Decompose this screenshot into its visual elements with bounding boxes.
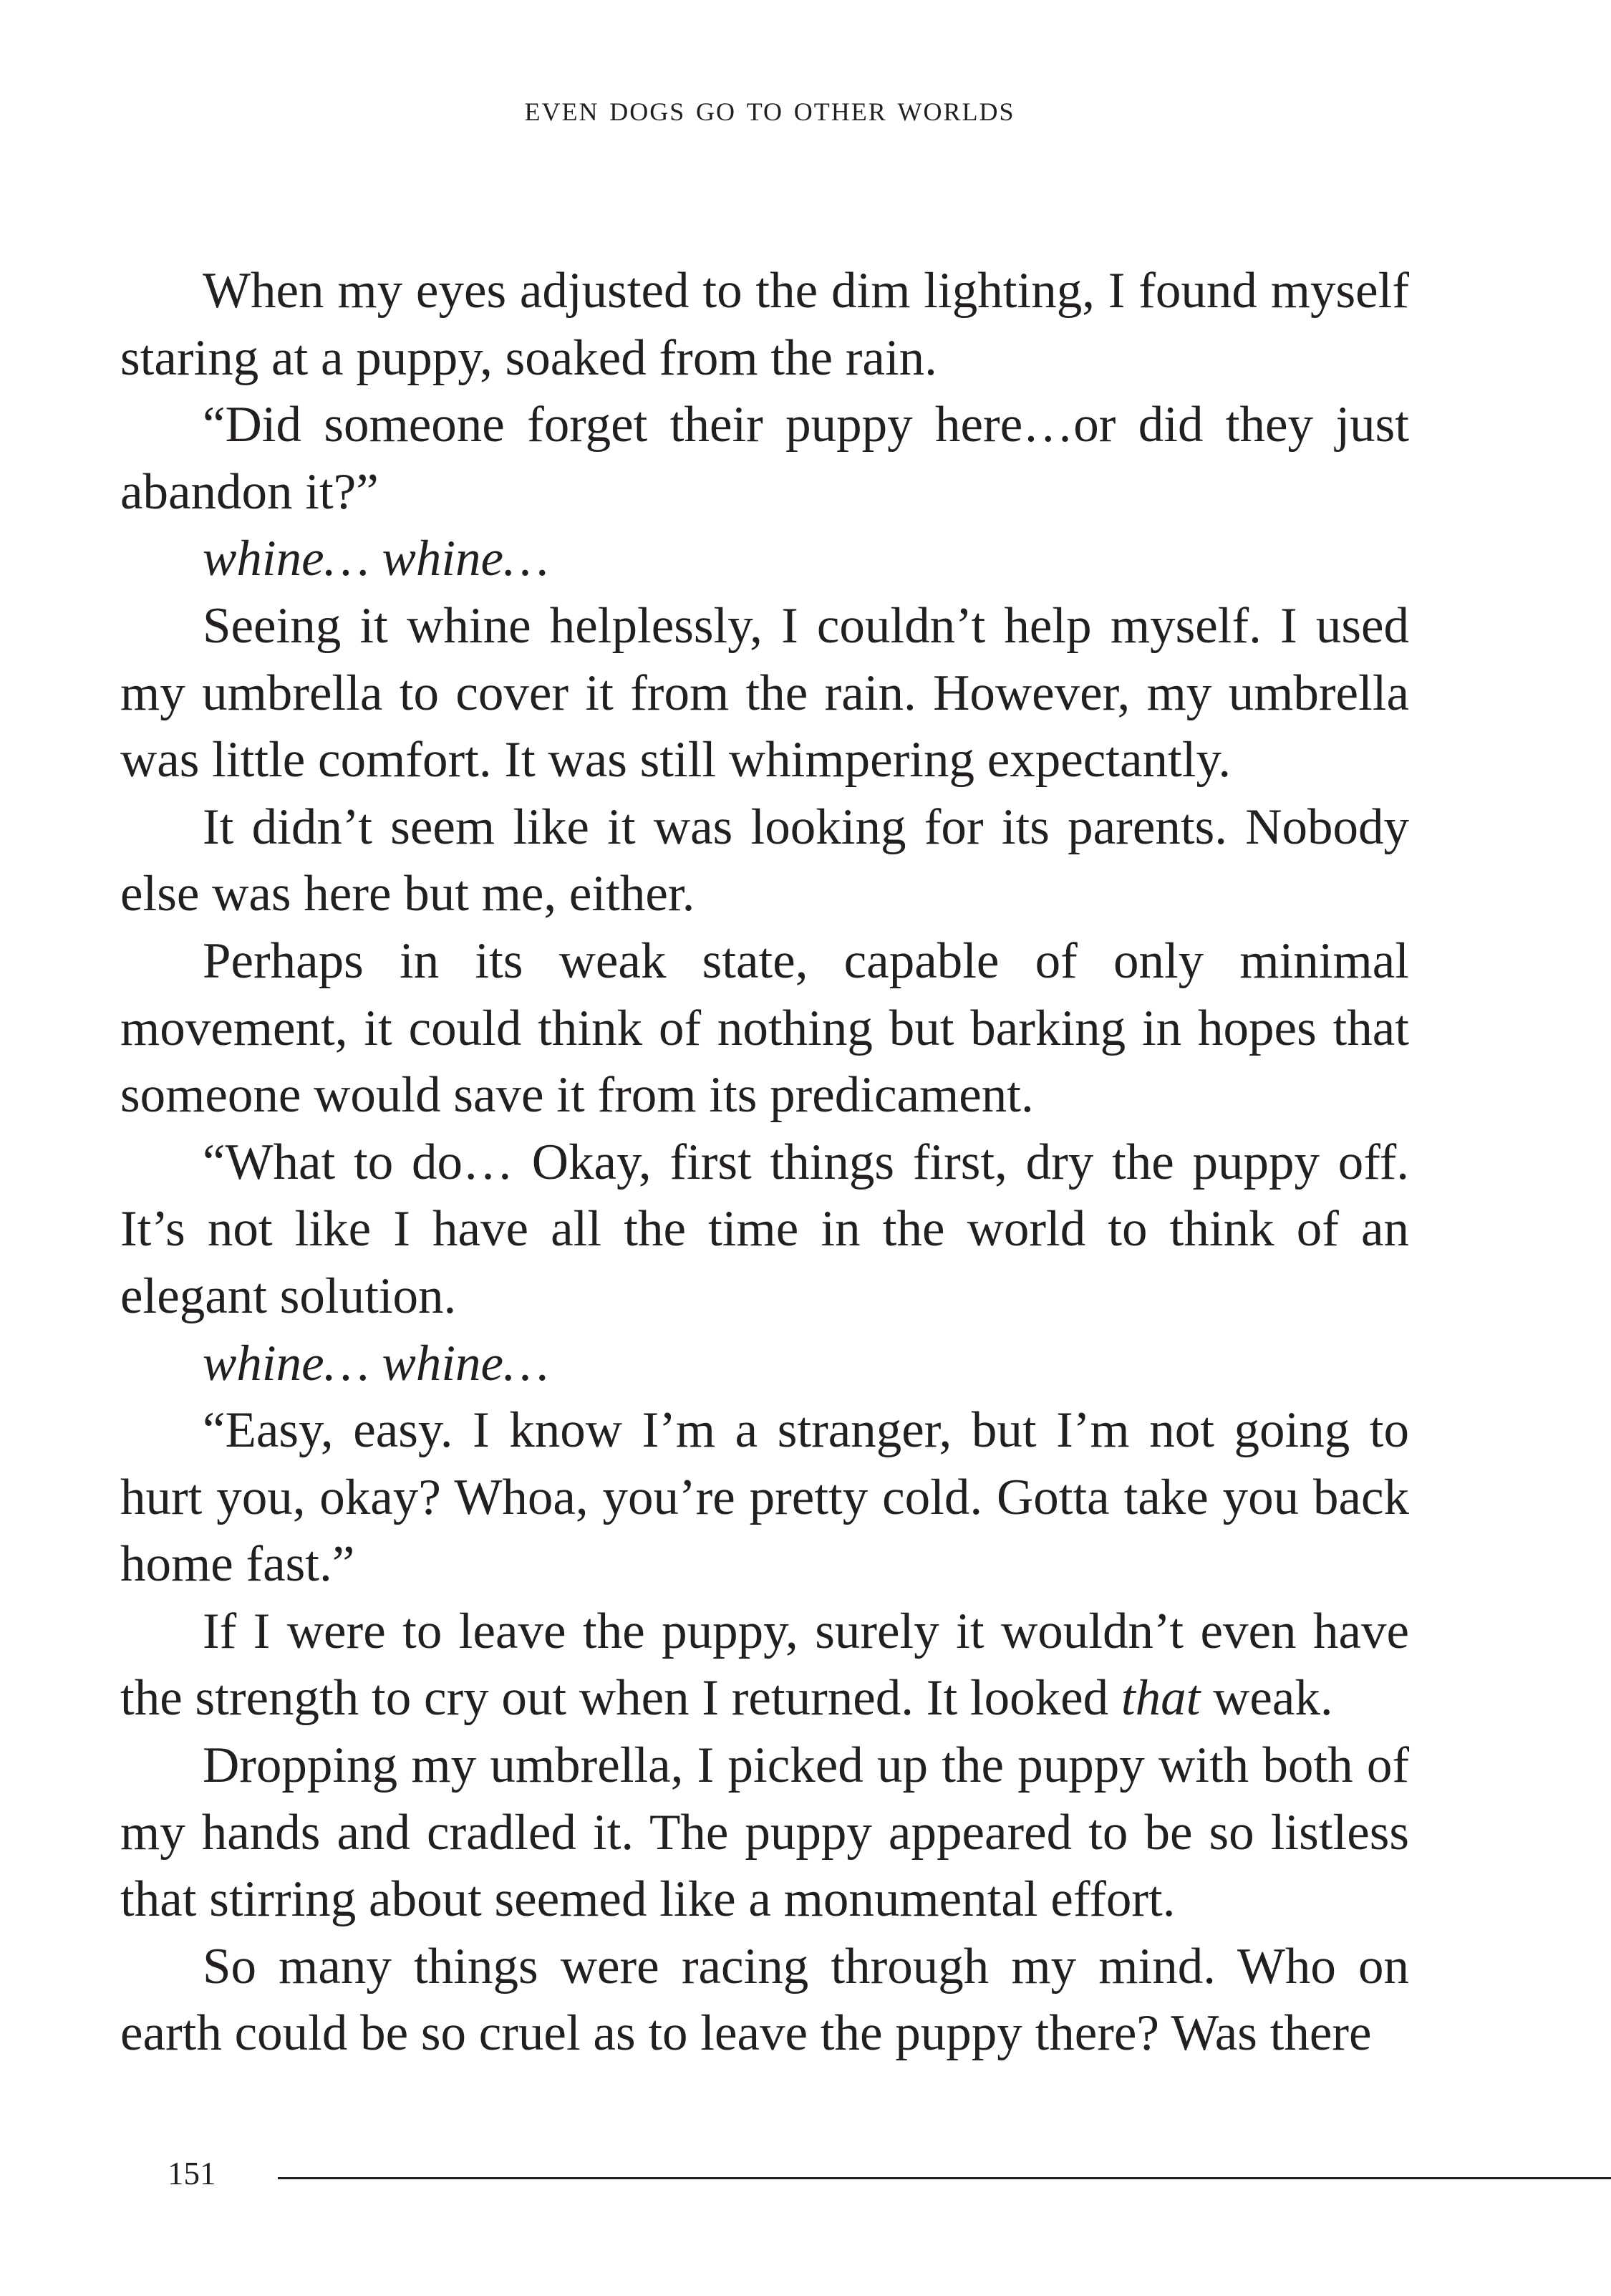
paragraph: “Did someone forget their puppy here…or did they just abandon it?”: [120, 397, 1409, 520]
paragraph: Dropping my umbrella, I picked up the puppy with both of my hands and cradled it. The puppy appeared to be so listless that stirring about seemed like a monumental effort.: [120, 1737, 1409, 1928]
paragraph: So many things were racing through my mind. Who on earth could be so cruel as to leave the puppy there? Was there: [120, 1938, 1409, 2062]
footer-rule: [278, 2177, 1611, 2179]
body-text: [120, 258, 1409, 2068]
paragraph: It didn’t seem like it was looking for its parents. Nobody else was here but me, either.: [120, 799, 1409, 922]
paragraph: Seeing it whine helplessly, I couldn’t help myself. I used my umbrella to cover it from the rain. However, my umbrella was little comfort. It was still whimpering expectantly.: [120, 597, 1409, 788]
paragraph-text-after-emphasis: weak.: [1200, 1670, 1333, 1727]
paragraph: When my eyes adjusted to the dim lighting, I found myself staring at a puppy, soaked from the rain.: [120, 263, 1409, 386]
italic-paragraph: whine… whine…: [203, 1335, 549, 1391]
paragraph: [120, 1598, 1409, 1732]
emphasized-word: that: [1121, 1670, 1201, 1727]
page-number: 151: [168, 2156, 216, 2191]
paragraph: “Easy, easy. I know I’m a stranger, but I’m not going to hurt you, okay? Whoa, you’re pretty cold. Gotta take you back home fast.”: [120, 1402, 1409, 1593]
paragraph-text-before-emphasis: If I were to leave the puppy, surely it wouldn’t even have the strength to cry out when I returned. It looked: [120, 1603, 1409, 1727]
italic-paragraph: whine… whine…: [203, 531, 549, 587]
running-header: even dogs go to other worlds: [524, 89, 1015, 129]
paragraph: “What to do… Okay, first things first, dry the puppy off. It’s not like I have all the time in the world to think of an elegant solution.: [120, 1134, 1409, 1324]
paragraph: Perhaps in its weak state, capable of only minimal movement, it could think of nothing but barking in hopes that someone would save it from its predicament.: [120, 932, 1409, 1124]
